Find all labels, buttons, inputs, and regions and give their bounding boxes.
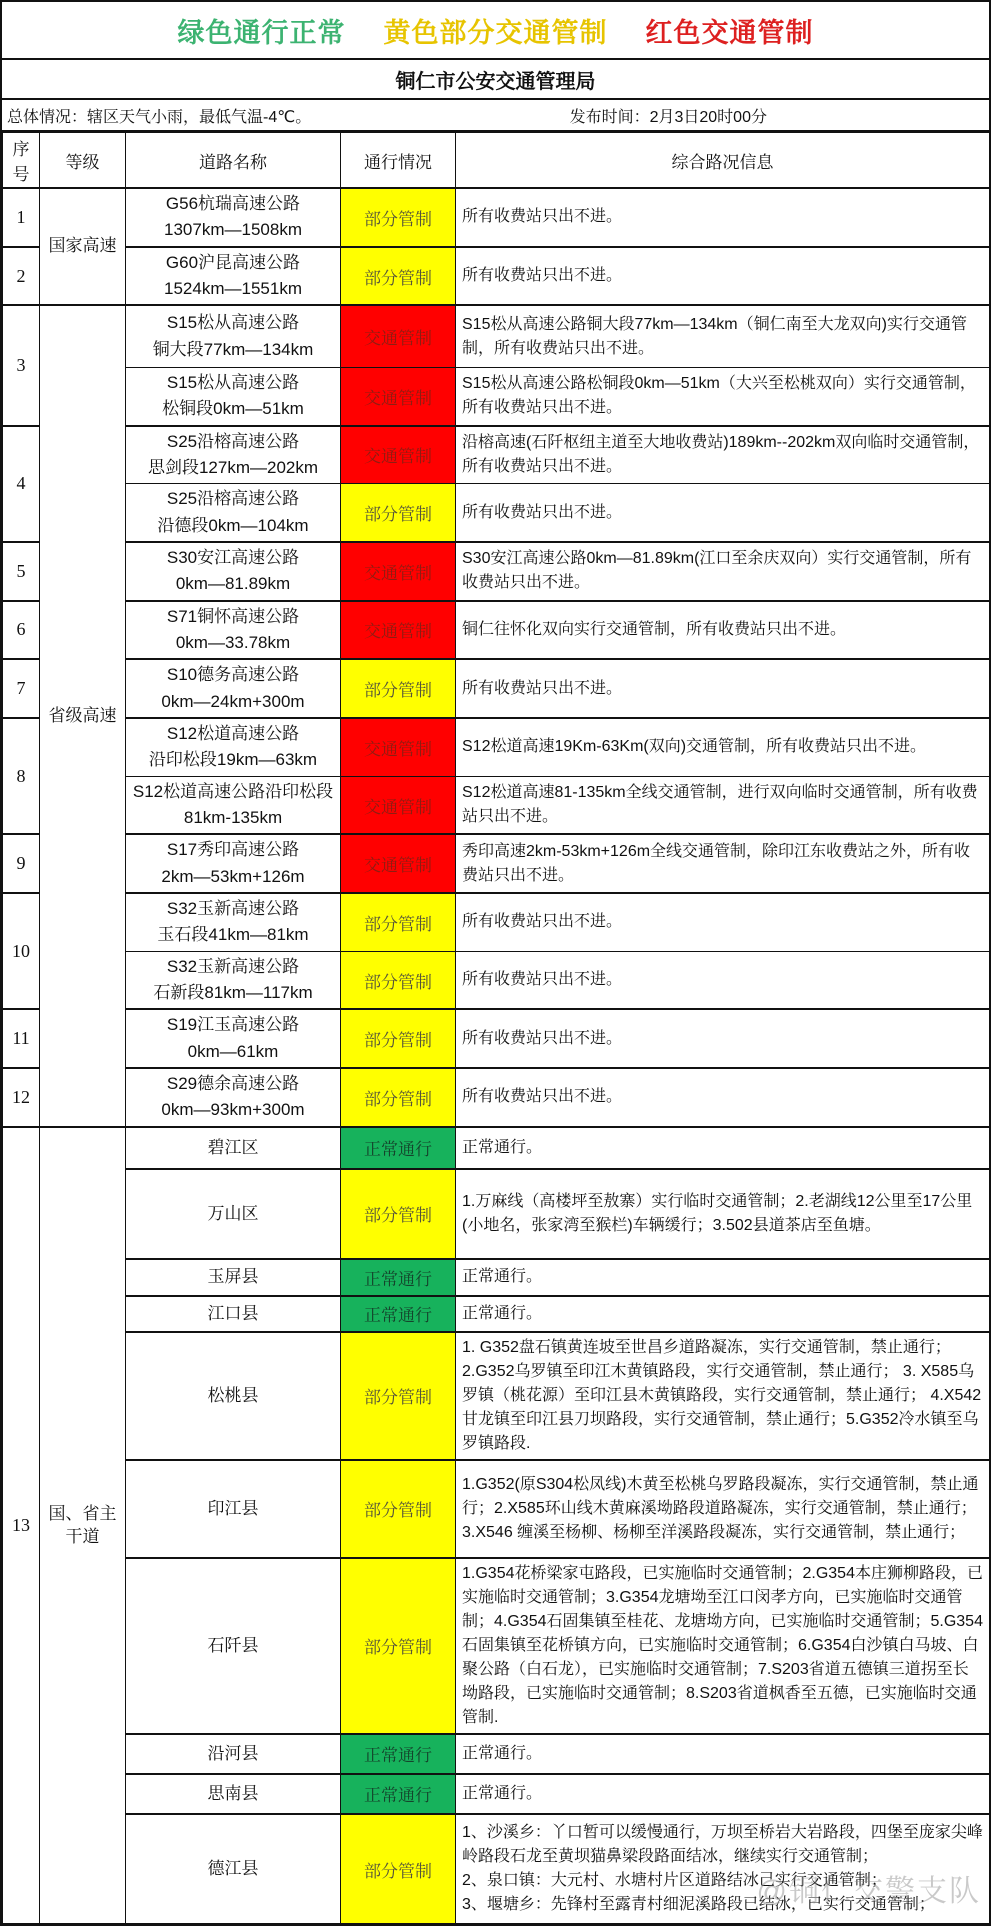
info-cell: 所有收费站只出不进。 [456,484,990,542]
seq-cell: 8 [3,718,40,834]
info-cell: S12松道高速19Km-63Km(双向)交通管制，所有收费站只出不进。 [456,718,990,776]
table-row [3,718,990,776]
road-name-cell: S25沿榕高速公路 思剑段127km—202km [126,426,341,484]
seq-cell: 2 [3,247,40,306]
info-cell: 所有收费站只出不进。 [456,188,990,247]
status-cell: 交通管制 [341,426,456,484]
legend-red-label: 红色交通管制 [645,17,814,48]
road-name-cell: G60沪昆高速公路 1524km—1551km [126,247,341,306]
status-cell: 交通管制 [341,367,456,425]
info-cell: 秀印高速2km-53km+126m全线交通管制，除印江东收费站之外，所有收费站只出不进。 [456,834,990,893]
status-cell: 交通管制 [341,601,456,660]
info-cell: 1. G352盘石镇黄连坡至世昌乡道路凝冻，实行交通管制，禁止通行；2.G352乌罗镇至印江木黄镇路段，实行交通管制，禁止通行； 3. X585乌罗镇（桃花源）至印江县木黄镇路段，实行交通管制，禁止通行； 4.X542甘龙镇至印江县刀坝路段，实行交通管制，禁止通行；5.G352冷水镇至乌罗镇路段. [456,1332,990,1460]
road-name-cell: S12松道高速公路 沿印松段19km—63km [126,718,341,776]
legend-yellow-label: 黄色部分交通管制 [383,17,608,48]
col-header-road: 道路名称 [126,133,341,189]
road-name-cell: S15松从高速公路 铜大段77km—134km [126,305,341,367]
seq-cell: 11 [3,1009,40,1068]
agency-title: 铜仁市公安交通管理局 [2,60,989,100]
col-header-status: 通行情况 [341,133,456,189]
road-name-cell: G56杭瑞高速公路 1307km—1508km [126,188,341,247]
seq-cell: 7 [3,659,40,718]
info-cell: S30安江高速公路0km—81.89km(江口至余庆双向）实行交通管制，所有收费站只出不进。 [456,542,990,601]
status-cell: 部分管制 [341,484,456,542]
table-row [3,776,990,834]
seq-cell: 12 [3,1068,40,1127]
road-name-cell: 石阡县 [126,1558,341,1734]
status-cell: 交通管制 [341,542,456,601]
table-row [3,1009,990,1068]
seq-cell: 9 [3,834,40,893]
info-cell: 所有收费站只出不进。 [456,659,990,718]
status-cell: 正常通行 [341,1296,456,1332]
road-name-cell: 万山区 [126,1169,341,1259]
publish-time: 发布时间：2月3日20时00分 [569,108,767,126]
seq-cell: 10 [3,893,40,1009]
info-cell: 正常通行。 [456,1774,990,1814]
road-name-cell: 松桃县 [126,1332,341,1460]
table-row [3,1127,990,1169]
info-cell: 沿榕高速(石阡枢纽主道至大地收费站)189km--202km双向临时交通管制，所有收费站只出不进。 [456,426,990,484]
info-cell: 所有收费站只出不进。 [456,247,990,306]
level-cell: 省级高速 [40,305,126,1126]
road-name-cell: S19江玉高速公路 0km—61km [126,1009,341,1068]
overall-conditions: 总体情况：辖区天气小雨，最低气温-4℃。 [7,108,312,126]
table-body [3,188,990,1924]
table-row [3,426,990,484]
road-name-cell: 思南县 [126,1774,341,1814]
road-name-cell: 江口县 [126,1296,341,1332]
table-row [3,834,990,893]
level-cell: 国、省主干道 [40,1127,126,1924]
table-row [3,305,990,367]
road-name-cell: S30安江高速公路 0km—81.89km [126,542,341,601]
status-cell: 交通管制 [341,776,456,834]
status-cell: 正常通行 [341,1774,456,1814]
status-cell: 部分管制 [341,1169,456,1259]
info-cell: 所有收费站只出不进。 [456,1068,990,1127]
watermark: @铜仁交警支队 [756,1875,981,1909]
road-name-cell: 碧江区 [126,1127,341,1169]
table-row [3,1259,990,1296]
status-cell: 部分管制 [341,1814,456,1924]
road-name-cell: S15松从高速公路 松铜段0km—51km [126,367,341,425]
table-row [3,893,990,951]
col-header-info: 综合路况信息 [456,133,990,189]
status-cell: 部分管制 [341,1460,456,1558]
info-cell: S15松从高速公路松铜段0km—51km（大兴至松桃双向）实行交通管制，所有收费站只出不进。 [456,367,990,425]
seq-cell: 3 [3,305,40,425]
road-name-cell: 印江县 [126,1460,341,1558]
status-cell: 正常通行 [341,1127,456,1169]
road-name-cell: S32玉新高速公路 石新段81km—117km [126,951,341,1009]
table-row [3,484,990,542]
info-cell: 1.万麻线（高楼坪至敖寨）实行临时交通管制；2.老湖线12公里至17公里(小地名，张家湾至猴栏)车辆缓行；3.502县道茶店至鱼塘。 [456,1169,990,1259]
status-cell: 部分管制 [341,247,456,306]
info-cell: 所有收费站只出不进。 [456,1009,990,1068]
road-name-cell: 德江县 [126,1814,341,1924]
col-header-seq: 序号 [3,133,40,189]
info-cell: 正常通行。 [456,1296,990,1332]
status-cell: 正常通行 [341,1734,456,1774]
status-cell: 部分管制 [341,659,456,718]
table-row [3,247,990,306]
info-cell: 铜仁往怀化双向实行交通管制，所有收费站只出不进。 [456,601,990,660]
status-cell: 交通管制 [341,305,456,367]
table-row [3,367,990,425]
status-cell: 部分管制 [341,1558,456,1734]
table-row [3,188,990,247]
info-cell: S15松从高速公路铜大段77km—134km（铜仁南至大龙双向)实行交通管制，所有收费站只出不进。 [456,305,990,367]
status-cell: 部分管制 [341,1068,456,1127]
road-name-cell: S29德余高速公路 0km—93km+300m [126,1068,341,1127]
table-row [3,1814,990,1924]
info-cell: 1.G352(原S304松凤线)木黄至松桃乌罗路段凝冻，实行交通管制，禁止通行；2.X585环山线木黄麻溪坳路段道路凝冻，实行交通管制，禁止通行；3.X546 缠溪至杨柳、杨柳至洋溪路段凝冻，实行交通管制，禁止通行； [456,1460,990,1558]
table-row [3,1734,990,1774]
info-cell: 所有收费站只出不进。 [456,893,990,951]
info-cell: 1.G354花桥梁家屯路段，已实施临时交通管制；2.G354本庄狮柳路段，已实施临时交通管制；3.G354龙塘坳至江口闵孝方向，已实施临时交通管制；4.G354石固集镇至桂花、龙塘坳方向，已实施临时交通管制；5.G354石固集镇至花桥镇方向，已实施临时交通管制；6.G354白沙镇白马坡、白聚公路（白石龙），已实施临时交通管制；7.S203省道五德镇三道拐至长坳路段，已实施临时交通管制；8.S203省道枫香至五德，已实施临时交通管制. [456,1558,990,1734]
overall-info-row [2,100,989,132]
seq-cell: 4 [3,426,40,542]
road-name-cell: S71铜怀高速公路 0km—33.78km [126,601,341,660]
seq-cell: 13 [3,1127,40,1924]
info-cell: 正常通行。 [456,1734,990,1774]
road-name-cell: 玉屏县 [126,1259,341,1296]
status-cell: 部分管制 [341,951,456,1009]
status-cell: 部分管制 [341,1009,456,1068]
road-name-cell: S10德务高速公路 0km—24km+300m [126,659,341,718]
table-row [3,1332,990,1460]
table-row [3,1296,990,1332]
road-name-cell: S32玉新高速公路 玉石段41km—81km [126,893,341,951]
road-name-cell: S25沿榕高速公路 沿德段0km—104km [126,484,341,542]
table-row [3,1169,990,1259]
info-cell: S12松道高速81-135km全线交通管制，进行双向临时交通管制，所有收费站只出不进。 [456,776,990,834]
table-row [3,1774,990,1814]
status-cell: 部分管制 [341,893,456,951]
status-cell: 部分管制 [341,188,456,247]
info-cell: 正常通行。 [456,1127,990,1169]
road-name-cell: S17秀印高速公路 2km—53km+126m [126,834,341,893]
road-name-cell: S12松道高速公路沿印松段 81km-135km [126,776,341,834]
info-cell: 正常通行。 [456,1259,990,1296]
status-cell: 交通管制 [341,834,456,893]
table-row [3,1460,990,1558]
status-cell: 正常通行 [341,1259,456,1296]
seq-cell: 6 [3,601,40,660]
info-cell: 所有收费站只出不进。 [456,951,990,1009]
status-cell: 部分管制 [341,1332,456,1460]
road-name-cell: 沿河县 [126,1734,341,1774]
table-row [3,1068,990,1127]
col-header-level: 等级 [40,133,126,189]
table-row [3,542,990,601]
seq-cell: 5 [3,542,40,601]
table-row [3,659,990,718]
status-cell: 交通管制 [341,718,456,776]
table-header-row [3,133,990,189]
table-row [3,951,990,1009]
road-conditions-table [2,132,990,1924]
level-cell: 国家高速 [40,188,126,305]
seq-cell: 1 [3,188,40,247]
table-row [3,1558,990,1734]
legend-green-label: 绿色通行正常 [177,17,346,48]
table-row [3,601,990,660]
info-cell: 1、沙溪乡：丫口暂可以缓慢通行，万坝至桥岩大岩路段，四堡至庞家尖峰岭路段石龙至黄坝猫鼻梁段路面结冰，继续实行交通管制； 2、泉口镇：大元村、水塘村片区道路结冰己实行交通管制； 3、堰塘乡：先锋村至露青村细泥溪路段已结冰，已实行交通管制； [456,1814,990,1924]
color-legend [2,2,989,60]
